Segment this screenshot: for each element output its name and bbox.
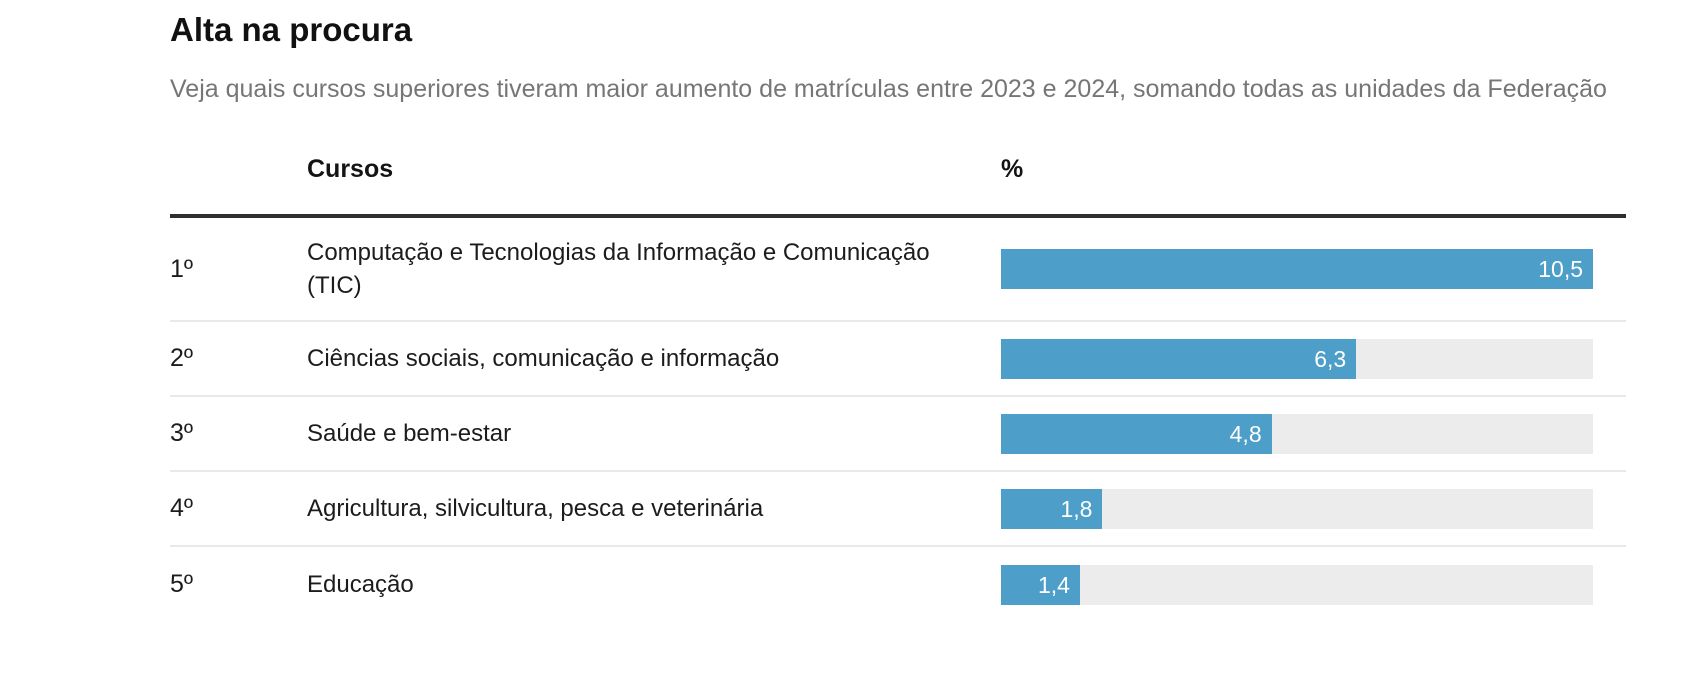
bar-fill (1001, 339, 1356, 379)
rank-label: 2º (170, 344, 194, 372)
bar-value-label: 4,8 (1229, 420, 1262, 447)
bar-cell (1001, 249, 1593, 289)
column-header-percent: % (1001, 155, 1024, 183)
course-label: Educação (307, 571, 414, 598)
page-subtitle: Veja quais cursos superiores tiveram maior aumento de matrículas entre 2023 e 2024, somando todas as unidades da Federação (170, 75, 1607, 103)
course-label: Saúde e bem-estar (307, 420, 512, 447)
bar-fill (1001, 565, 1080, 605)
bar-track (1001, 339, 1593, 379)
table-row (170, 397, 1626, 472)
rank-label: 1º (170, 254, 194, 283)
bar-track (1001, 414, 1593, 454)
chart-container (170, 0, 1626, 622)
bar-track (1001, 565, 1593, 605)
rank-label: 5º (170, 570, 194, 598)
bar-fill (1001, 249, 1593, 289)
table-row (170, 472, 1626, 547)
table-row (170, 322, 1626, 397)
rank-label: 3º (170, 419, 194, 447)
bar-track (1001, 489, 1593, 529)
bar-cell (1001, 489, 1593, 529)
bar-cell (1001, 414, 1593, 454)
page-title: Alta na procura (170, 11, 413, 48)
bar-value-label: 1,4 (1037, 571, 1070, 598)
bar-cell (1001, 339, 1593, 379)
course-label: Computação e Tecnologias da Informação e Comunicação (TIC) (307, 239, 930, 299)
bar-cell (1001, 565, 1593, 605)
bar-value-label: 6,3 (1314, 345, 1347, 372)
bar-fill (1001, 489, 1102, 529)
table-row (170, 547, 1626, 622)
bar-fill (1001, 414, 1272, 454)
table-row (170, 218, 1626, 322)
bar-value-label: 10,5 (1538, 256, 1583, 282)
column-header-cursos: Cursos (307, 155, 394, 183)
column-header-rank (170, 154, 307, 184)
course-label: Ciências sociais, comunicação e informação (307, 345, 780, 372)
course-label: Agricultura, silvicultura, pesca e veterinária (307, 495, 764, 522)
table-header (170, 154, 1626, 218)
rank-label: 4º (170, 494, 194, 522)
bar-value-label: 1,8 (1060, 495, 1093, 522)
table-body (170, 218, 1626, 622)
bar-track (1001, 249, 1593, 289)
